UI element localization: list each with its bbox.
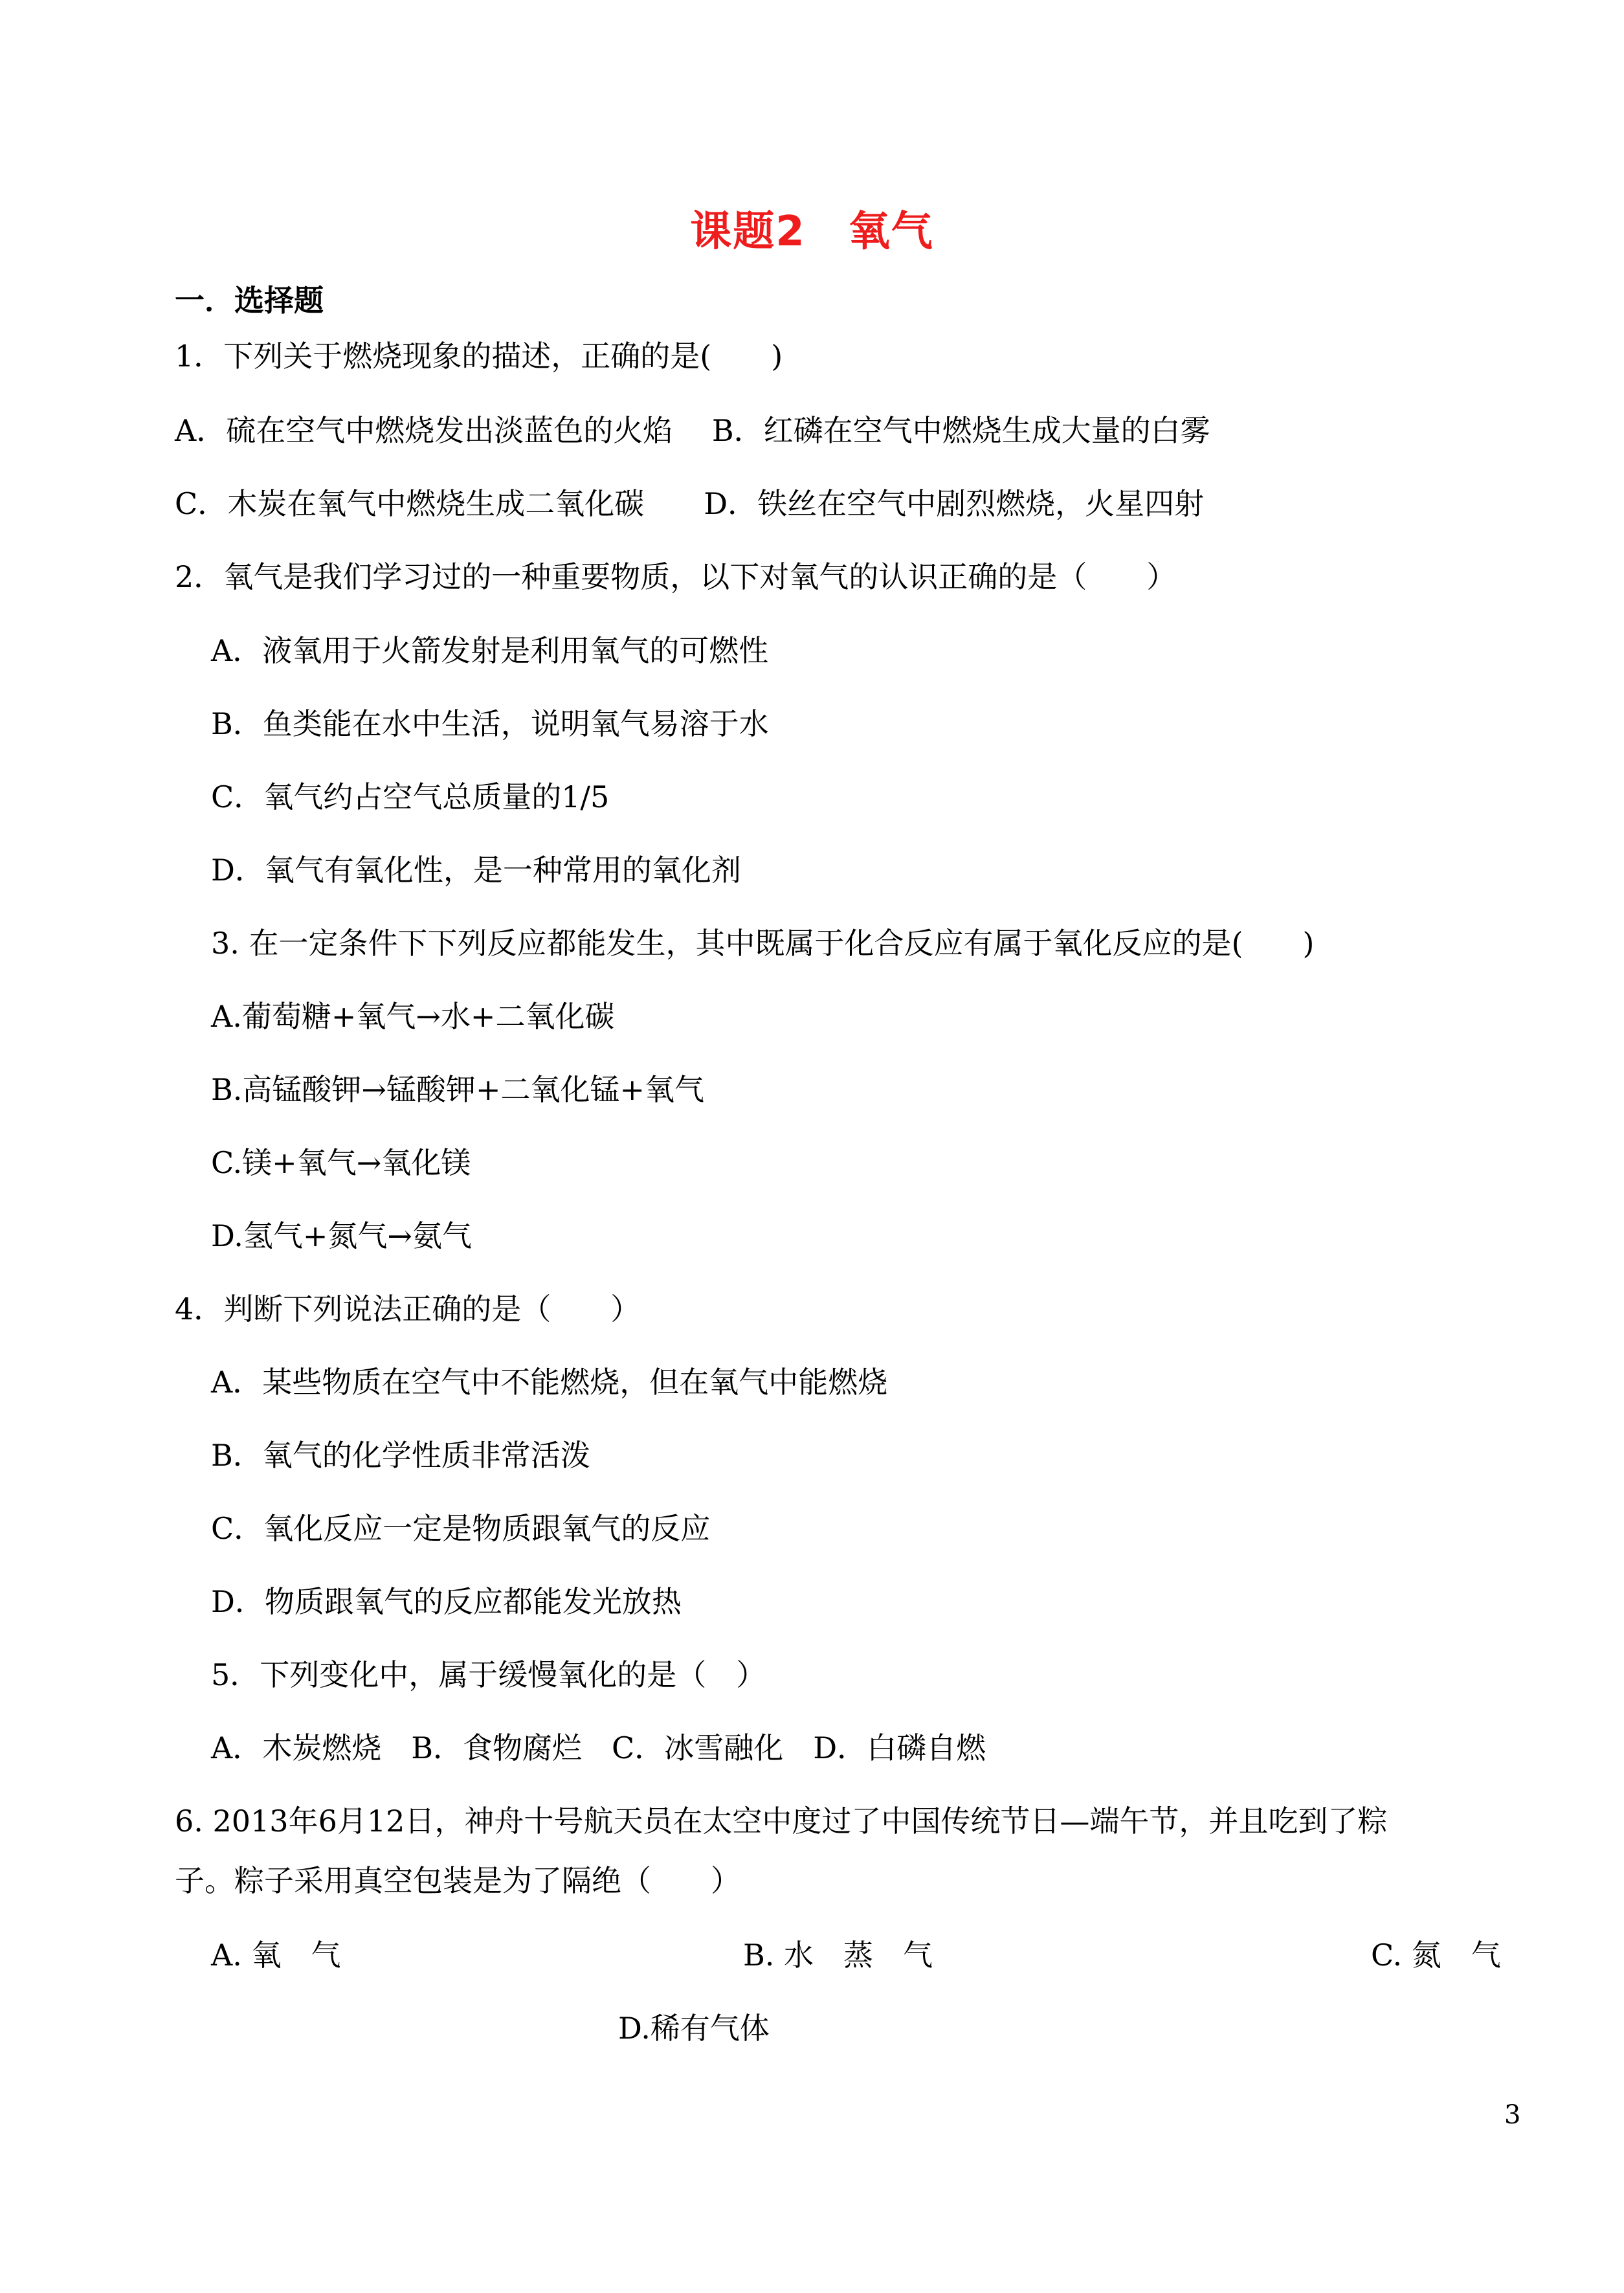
q3-option-a: A.葡萄糖+氧气→水+二氧化碳 — [211, 999, 615, 1034]
q1-options-ab: A．硫在空气中燃烧发出淡蓝色的火焰 B．红磷在空气中燃烧生成大量的白雾 — [175, 413, 1210, 448]
q6-option-c: C. 氮 气 — [1371, 1938, 1501, 1973]
question-4: 4．判断下列说法正确的是（ ） — [175, 1292, 641, 1326]
q3-option-c: C.镁+氧气→氧化镁 — [211, 1145, 471, 1180]
question-2: 2．氧气是我们学习过的一种重要物质，以下对氧气的认识正确的是（ ） — [175, 559, 1177, 594]
question-6-cont: 子。粽子采用真空包装是为了隔绝（ ） — [175, 1863, 740, 1898]
page-number: 3 — [1504, 2100, 1521, 2130]
q4-option-d: D．物质跟氧气的反应都能发光放热 — [211, 1584, 682, 1619]
question-3: 3. 在一定条件下下列反应都能发生，其中既属于化合反应有属于氧化反应的是( ) — [211, 926, 1315, 961]
q3-option-b: B.高锰酸钾→锰酸钾+二氧化锰+氧气 — [211, 1072, 705, 1107]
section-heading: 一．选择题 — [175, 283, 324, 318]
q1-options-cd: C．木炭在氧气中燃烧生成二氧化碳 D．铁丝在空气中剧烈燃烧，火星四射 — [175, 486, 1205, 521]
q4-option-a: A．某些物质在空气中不能燃烧，但在氧气中能燃烧 — [211, 1365, 888, 1400]
q5-options: A．木炭燃烧 B．食物腐烂 C．冰雪融化 D．白磷自燃 — [211, 1730, 986, 1765]
question-6: 6. 2013年6月12日，神舟十号航天员在太空中度过了中国传统节日—端午节，并且吃到了粽 — [175, 1804, 1388, 1839]
q6-option-b: B. 水 蒸 气 — [743, 1938, 933, 1973]
q2-option-c: C．氧气约占空气总质量的1/5 — [211, 779, 610, 814]
question-5: 5．下列变化中，属于缓慢氧化的是（ ） — [211, 1657, 766, 1692]
q2-option-b: B．鱼类能在水中生活，说明氧气易溶于水 — [211, 706, 769, 741]
q2-option-a: A．液氧用于火箭发射是利用氧气的可燃性 — [211, 633, 769, 668]
q4-option-b: B．氧气的化学性质非常活泼 — [211, 1438, 590, 1473]
q6-option-d: D.稀有气体 — [618, 2011, 770, 2046]
q4-option-c: C．氧化反应一定是物质跟氧气的反应 — [211, 1511, 711, 1546]
question-1: 1．下列关于燃烧现象的描述，正确的是( ) — [175, 339, 783, 374]
q2-option-d: D．氧气有氧化性，是一种常用的氧化剂 — [211, 853, 741, 888]
q3-option-d: D.氢气+氮气→氨气 — [211, 1218, 472, 1253]
page-title: 课题2 氧气 — [690, 208, 934, 256]
q6-option-a: A. 氧 气 — [211, 1938, 341, 1973]
